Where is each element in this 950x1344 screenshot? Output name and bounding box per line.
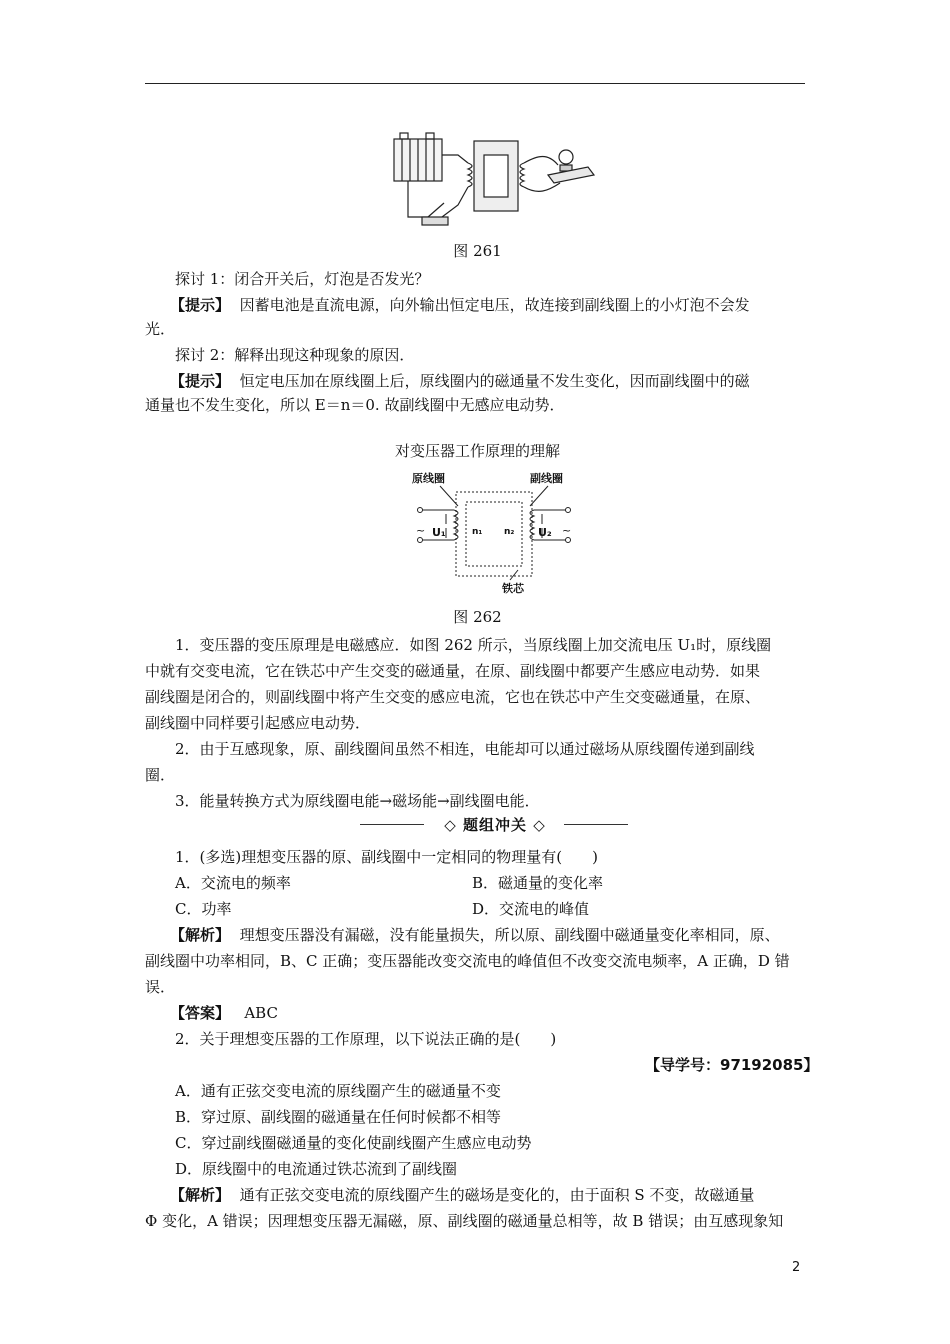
q2-analysis <box>170 1184 835 1206</box>
q2-option-c: C．穿过副线圈磁通量的变化使副线圈产生感应电动势 <box>175 1134 532 1152</box>
core-label: 铁芯 <box>502 582 524 595</box>
hint-2-cont: 通量也不发生变化，所以 E＝n＝0. 故副线圈中无感应电动势． <box>145 396 565 414</box>
q1-stem: 1．(多选)理想变压器的原、副线圈中一定相同的物理量有( ) <box>175 848 598 866</box>
para2-line2: 圈． <box>145 766 176 784</box>
q2-analysis-line2: Φ 变化，A 错误；因理想变压器无漏磁，原、副线圈的磁通量总相等，故 B 错误；由互感现象知 <box>145 1212 784 1230</box>
primary-coil-label: 原线圈 <box>412 472 445 485</box>
figure-261-caption: 图 261 <box>453 242 502 260</box>
q1-analysis-line1: 理想变压器没有漏磁，没有能量损失，所以原、副线圈中磁通量变化率相同，原、 <box>239 926 780 944</box>
u2-label: U₂ <box>538 526 552 539</box>
q1-analysis-line3: 误． <box>145 978 176 996</box>
hint-1-tag: 【提示】 <box>170 296 231 314</box>
para1-line3: 副线圈是闭合的，则副线圈中将产生交变的感应电流，它也在铁芯中产生交变磁通量，在原、 <box>145 688 761 706</box>
figure-262-caption: 图 262 <box>453 608 502 626</box>
section-title: 对变压器工作原理的理解 <box>394 442 560 460</box>
divider-bar-right <box>564 824 628 825</box>
q1-option-b: B．磁通量的变化率 <box>472 874 604 892</box>
battery-transformer-lamp-diagram <box>388 125 598 235</box>
q1-answer-value: ABC <box>244 1004 278 1022</box>
divider-label: ◇ 题组冲关 ◇ <box>444 816 546 834</box>
q1-answer <box>170 1002 835 1024</box>
figure-261-circuit <box>388 125 598 235</box>
q2-analysis-line1: 通有正弦交变电流的原线圈产生的磁场是变化的，由于面积 S 不变，故磁通量 <box>239 1186 755 1204</box>
hint-2-tag: 【提示】 <box>170 372 231 390</box>
hint-1-text: 因蓄电池是直流电源，向外输出恒定电压，故连接到副线圈上的小灯泡不会发 <box>239 296 750 314</box>
n2-label: n₂ <box>504 527 515 537</box>
para1-line2: 中就有交变电流，它在铁芯中产生交变的磁通量，在原、副线圈中都要产生感应电动势．如果 <box>145 662 761 680</box>
para1-line4: 副线圈中同样要引起感应电动势． <box>145 714 371 732</box>
q2-option-d: D．原线圈中的电流通过铁芯流到了副线圈 <box>175 1160 458 1178</box>
q1-analysis <box>170 924 835 946</box>
discussion-2: 探讨 2：解释出现这种现象的原因． <box>175 346 415 364</box>
u1-label: U₁ <box>432 526 446 539</box>
para2-line1: 2．由于互感现象，原、副线圈间虽然不相连，电能却可以通过磁场从原线圈传递到副线 <box>175 740 755 758</box>
section-divider <box>360 814 628 836</box>
q2-analysis-tag: 【解析】 <box>170 1186 231 1204</box>
tilde-left: ~ <box>416 524 426 537</box>
hint-2 <box>170 370 835 392</box>
q2-guide-number: 【导学号：97192085】 <box>645 1056 819 1074</box>
q1-option-c: C．功率 <box>175 900 232 918</box>
tilde-right: ~ <box>562 524 572 537</box>
secondary-coil-label: 副线圈 <box>530 472 563 485</box>
discussion-1: 探讨 1：闭合开关后，灯泡是否发光？ <box>175 270 430 288</box>
q1-answer-tag: 【答案】 <box>170 1004 231 1022</box>
divider-bar-left <box>360 824 424 825</box>
q1-analysis-tag: 【解析】 <box>170 926 231 944</box>
q2-stem: 2．关于理想变压器的工作原理，以下说法正确的是( ) <box>175 1030 557 1048</box>
para1-line1: 1．变压器的变压原理是电磁感应．如图 262 所示，当原线圈上加交流电压 U₁时，原线圈 <box>175 636 772 654</box>
para3: 3．能量转换方式为原线圈电能→磁场能→副线圈电能． <box>175 792 540 810</box>
hint-2-text: 恒定电压加在原线圈上后，原线圈内的磁通量不发生变化，因而副线圈中的磁 <box>239 372 750 390</box>
header-rule <box>145 83 805 84</box>
transformer-schematic <box>410 470 580 598</box>
q2-option-b: B．穿过原、副线圈的磁通量在任何时候都不相等 <box>175 1108 502 1126</box>
page-number: 2 <box>792 1260 801 1275</box>
q1-analysis-line2: 副线圈中功率相同，B、C 正确；变压器能改变交流电的峰值但不改变交流电频率，A 正确，D 错 <box>145 952 790 970</box>
n1-label: n₁ <box>472 527 483 537</box>
hint-1 <box>170 294 835 316</box>
hint-1-cont: 光． <box>145 320 176 338</box>
q2-option-a: A．通有正弦交变电流的原线圈产生的磁通量不变 <box>175 1082 501 1100</box>
q1-option-d: D．交流电的峰值 <box>472 900 590 918</box>
q1-option-a: A．交流电的频率 <box>175 874 291 892</box>
figure-262-transformer <box>410 470 580 598</box>
